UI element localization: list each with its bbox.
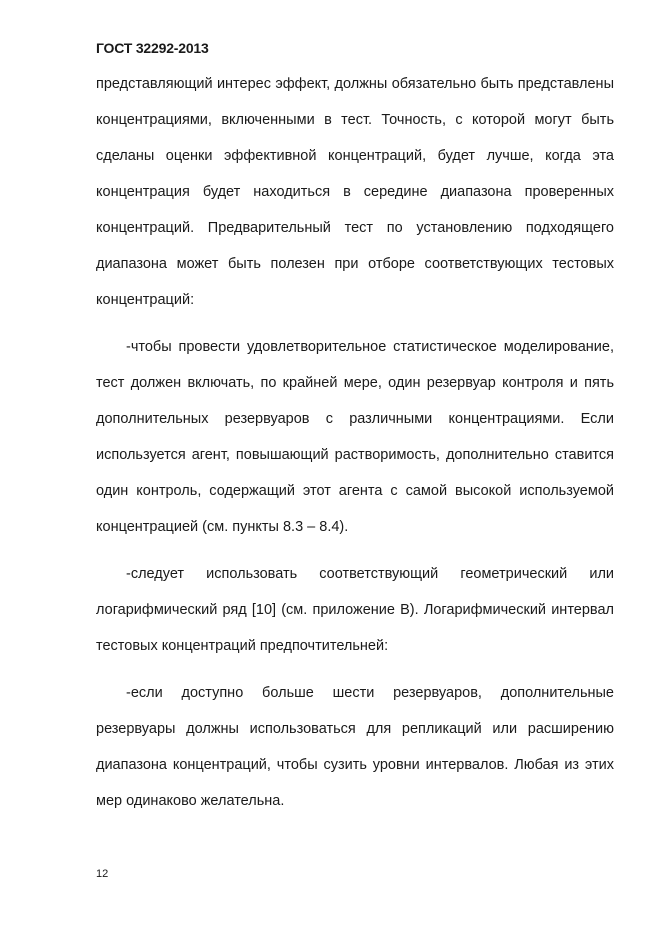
document-body — [96, 66, 614, 819]
paragraph-2: -чтобы провести удовлетворительное статистическое моделирование, тест должен включать, по крайней мере, один резервуар контроля и пять дополнительных резервуаров с различными концентрациями. Если используется агент, повышающий растворимость, дополнительно ставится один контроль, содержащий этот агента с самой высокой используемой концентрацией (см. пункты 8.3 – 8.4). — [96, 339, 614, 535]
page-number: 12 — [96, 868, 109, 880]
paragraph-4: -если доступно больше шести резервуаров, дополнительные резервуары должны использоваться для репликаций или расширению диапазона концентраций, чтобы сузить уровни интервалов. Любая из этих мер одинаково желательна. — [96, 685, 614, 809]
paragraph-3: -следует использовать соответствующий геометрический или логарифмический ряд [10] (см. приложение В). Логарифмический интервал тестовых концентраций предпочтительней: — [96, 566, 614, 654]
paragraph-1: представляющий интерес эффект, должны обязательно быть представлены концентрациями, включенными в тест. Точность, с которой могут быть сделаны оценки эффективной концентраций, будет лучше, когда эта концентрация будет находиться в середине диапазона проверенных концентраций. Предварительный тест по установлению подходящего диапазона может быть полезен при отборе соответствующих тестовых концентраций: — [96, 76, 614, 308]
document-header: ГОСТ 32292-2013 — [96, 40, 209, 56]
